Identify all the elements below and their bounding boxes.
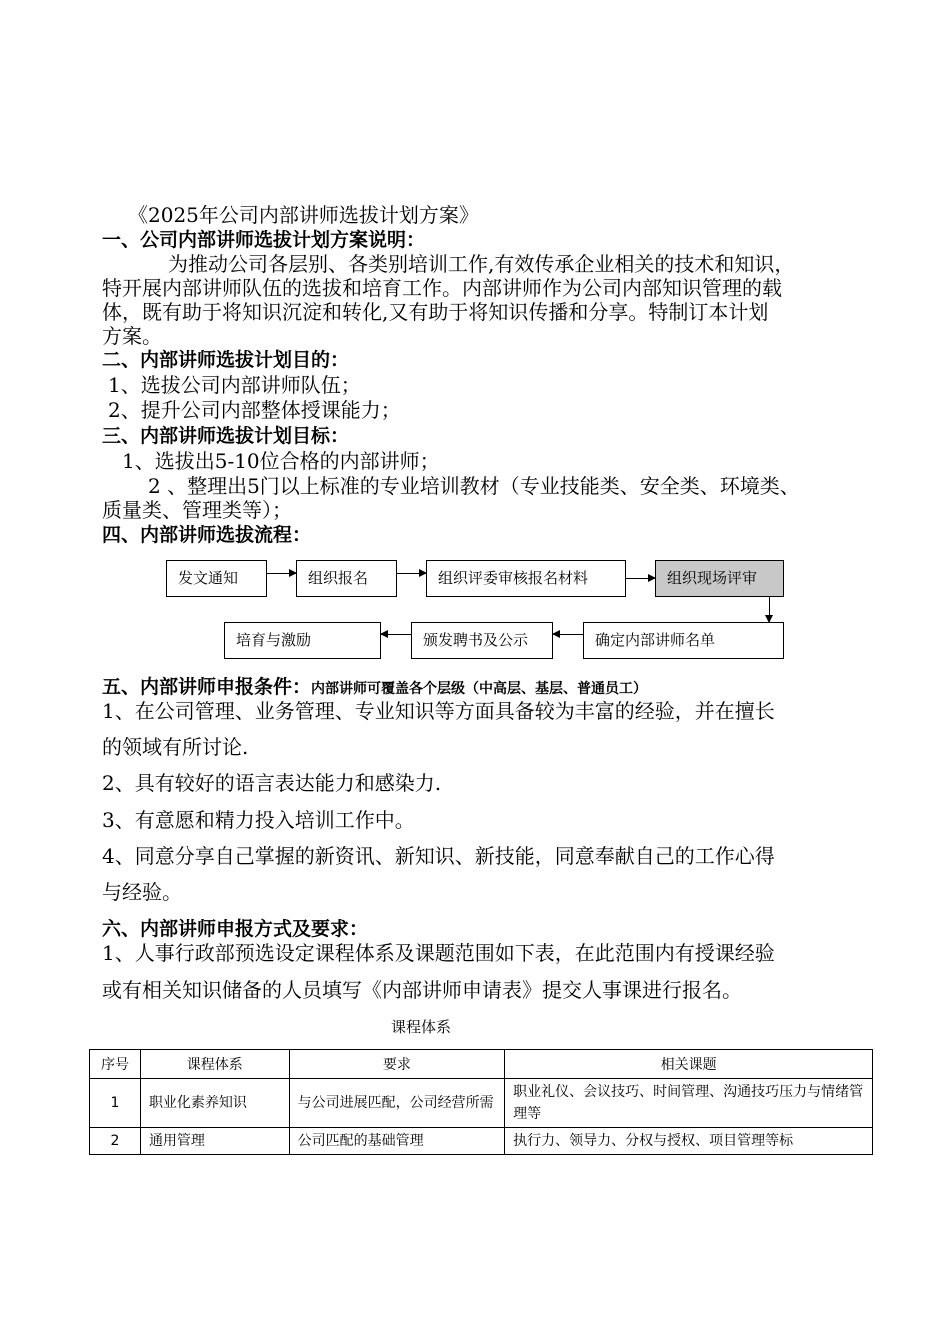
flow-step-review-materials: 组织评委审核报名材料 [426,560,626,597]
section-2-item: 2、提升公司内部整体授课能力； [108,398,401,422]
cell-no: 2 [90,1128,141,1155]
section-1-para-line: 特开展内部讲师队伍的选拔和培育工作。内部讲师作为公司内部知识管理的载 [102,276,782,300]
section-5-note: 内部讲师可覆盖各个层级（中高层、基层、普通员工） [311,681,648,697]
col-header-system: 课程体系 [140,1050,289,1079]
section-5-line: 的领域有所讨论. [102,735,249,759]
section-4-heading: 四、内部讲师选拔流程： [102,524,312,546]
cell-no: 1 [90,1079,141,1128]
section-3-heading: 三、内部讲师选拔计划目标： [102,425,350,447]
flow-arrow [381,634,411,635]
flow-arrow [267,573,296,574]
table-caption: 课程体系 [391,1018,452,1036]
col-header-no: 序号 [90,1050,141,1079]
col-header-topics: 相关课题 [505,1050,873,1079]
document-title: 《2025年公司内部讲师选拔计划方案》 [128,203,479,227]
flow-step-register: 组织报名 [296,560,397,597]
cell-system: 通用管理 [140,1128,289,1155]
flow-step-notice: 发文通知 [166,560,267,597]
section-5-line: 1、在公司管理、业务管理、专业知识等方面具备较为丰富的经验，并在擅长 [102,699,775,723]
section-5-line: 4、同意分享自己掌握的新资讯、新知识、新技能，同意奉献自己的工作心得 [102,844,775,868]
section-1-para-line: 为推动公司各层别、各类别培训工作,有效传承企业相关的技术和知识， [168,252,795,276]
section-5-line: 与经验。 [102,880,182,904]
flow-arrow [553,634,583,635]
section-5-line: 2、具有较好的语言表达能力和感染力. [102,771,442,795]
section-3-item: 1、选拔出5-10位合格的内部讲师； [122,449,440,473]
table-header-row [90,1050,873,1079]
flow-step-certificate: 颁发聘书及公示 [411,622,553,659]
section-1-para-line: 方案。 [102,324,162,348]
table-row [90,1079,873,1128]
section-1-heading: 一、公司内部讲师选拔计划方案说明： [102,229,426,251]
section-5-heading: 五、内部讲师申报条件： [102,676,312,698]
flow-arrow [626,578,655,579]
flow-step-onsite-review: 组织现场评审 [655,560,784,597]
cell-topics: 执行力、领导力、分权与授权、项目管理等标 [505,1128,873,1155]
cell-requirement: 公司匹配的基础管理 [289,1128,505,1155]
cell-requirement: 与公司进展匹配，公司经营所需 [289,1079,505,1128]
section-3-item: 2 、整理出5门以上标准的专业培训教材（专业技能类、安全类、环境类、 [148,474,800,498]
section-2-heading: 二、内部讲师选拔计划目的： [102,349,350,371]
flow-step-confirm-list: 确定内部讲师名单 [583,622,784,659]
section-2-item: 1、选拔公司内部讲师队伍； [108,373,361,397]
cell-system: 职业化素养知识 [140,1079,289,1128]
section-1-para-line: 体，既有助于将知识沉淀和转化,又有助于将知识传播和分享。特制订本计划 [102,300,769,324]
cell-topics: 职业礼仪、会议技巧、时间管理、沟通技巧压力与情绪管理等 [505,1079,873,1128]
section-6-line: 1、人事行政部预选设定课程体系及课题范围如下表，在此范围内有授课经验 [102,941,775,965]
course-table [89,1049,873,1155]
section-6-line: 或有相关知识储备的人员填写《内部讲师申请表》提交人事课进行报名。 [102,978,742,1002]
section-5-line: 3、有意愿和精力投入培训工作中。 [102,808,415,832]
flow-step-incentive: 培育与激励 [224,622,381,659]
flow-arrow [769,597,770,622]
section-3-item-cont: 质量类、管理类等）； [102,498,292,522]
flow-arrow [397,573,426,574]
table-row [90,1128,873,1155]
col-header-requirement: 要求 [289,1050,505,1079]
section-6-heading: 六、内部讲师申报方式及要求： [102,918,369,940]
